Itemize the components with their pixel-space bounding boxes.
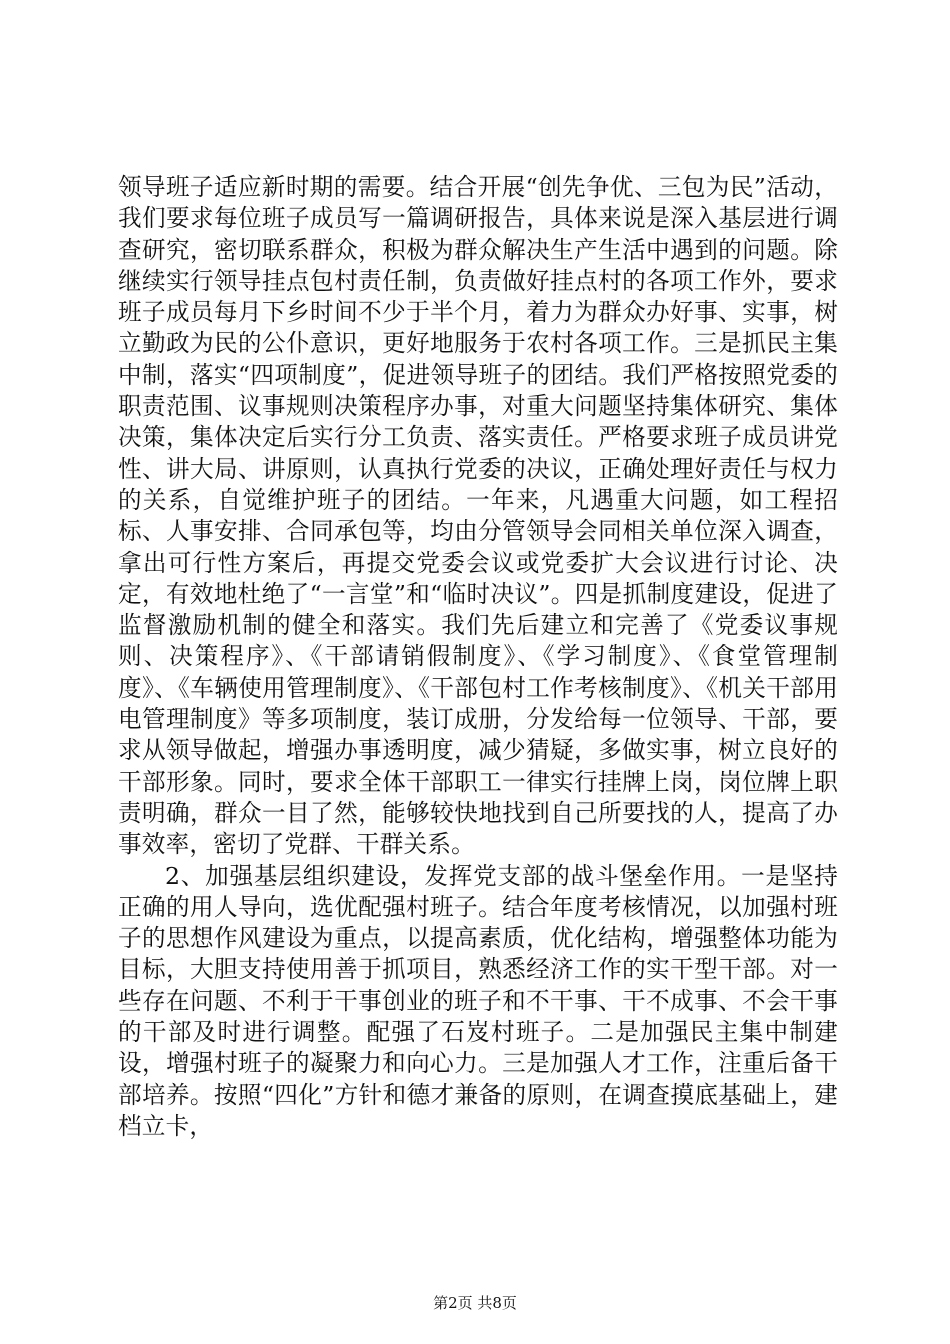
page-footer: 第2页 共8页 <box>433 1294 517 1312</box>
paragraph-2: 2、加强基层组织建设，发挥党支部的战斗堡垒作用。一是坚持正确的用人导向，选优配强村班子。结合年度考核情况，以加强村班子的思想作风建设为重点，以提高素质，优化结构，增强整体功能为目标，大胆支持使用善于抓项目，熟悉经济工作的实干型干部。对一些存在问题、不利于干事创业的班子和不干事、干不成事、不会干事的干部及时进行调整。配强了石岌村班子。二是加强民主集中制建设，增强村班子的凝聚力和向心力。三是加强人才工作，注重后备干部培养。按照“四化”方针和德才兼备的原则，在调查摸底基础上，建档立卡， <box>118 861 838 1140</box>
paragraph-1: 领导班子适应新时期的需要。结合开展“创先争优、三包为民”活动，我们要求每位班子成员写一篇调研报告，具体来说是深入基层进行调查研究，密切联系群众，积极为群众解决生产生活中遇到的问题。除继续实行领导挂点包村责任制，负责做好挂点村的各项工作外，要求班子成员每月下乡时间不少于半个月，着力为群众办好事、实事，树立勤政为民的公仆意识，更好地服务于农村各项工作。三是抓民主集中制，落实“四项制度”，促进领导班子的团结。我们严格按照党委的职责范围、议事规则决策程序办事，对重大问题坚持集体研究、集体决策，集体决定后实行分工负责、落实责任。严格要求班子成员讲党性、讲大局、讲原则，认真执行党委的决议，正确处理好责任与权力的关系，自觉维护班子的团结。一年来，凡遇重大问题，如工程招标、人事安排、合同承包等，均由分管领导会同相关单位深入调查，拿出可行性方案后，再提交党委会议或党委扩大会议进行讨论、决定，有效地杜绝了“一言堂”和“临时决议”。四是抓制度建设，促进了监督激励机制的健全和落实。我们先后建立和完善了《党委议事规则、决策程序》、《干部请销假制度》、《学习制度》、《食堂管理制度》、《车辆使用管理制度》、《干部包村工作考核制度》、《机关干部用电管理制度》等多项制度，装订成册，分发给每一位领导、干部，要求从领导做起，增强办事透明度，减少猜疑，多做实事，树立良好的干部形象。同时，要求全体干部职工一律实行挂牌上岗，岗位牌上职责明确，群众一目了然，能够较快地找到自己所要找的人，提高了办事效率，密切了党群、干群关系。 <box>118 173 838 859</box>
document-body <box>118 172 838 1142</box>
